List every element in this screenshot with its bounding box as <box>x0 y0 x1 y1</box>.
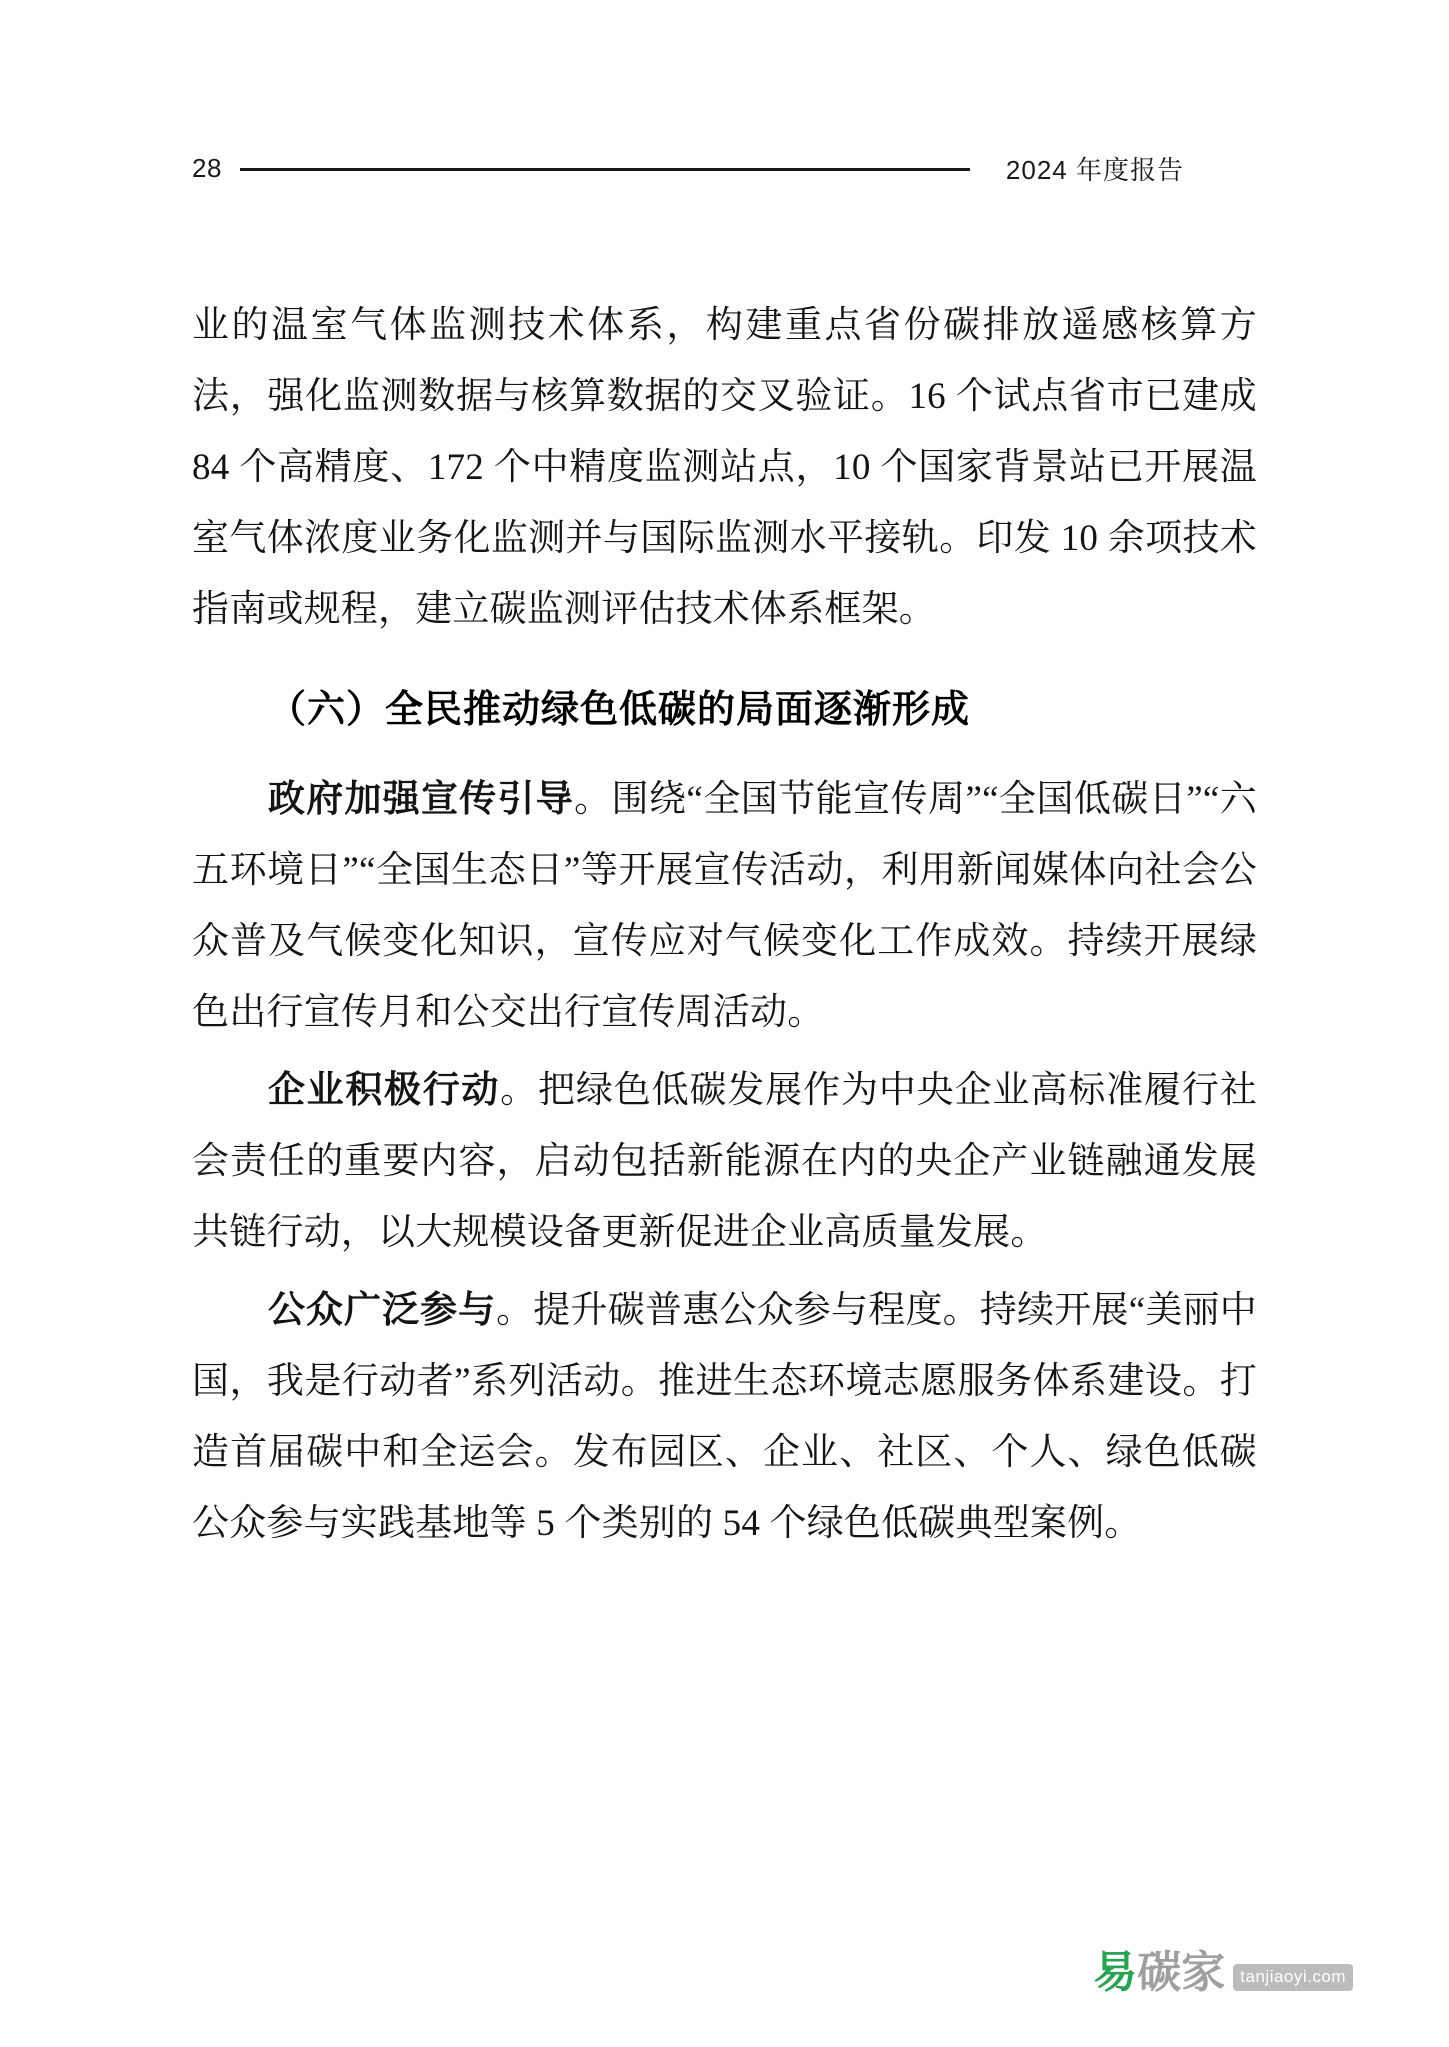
paragraph-government <box>192 763 1257 1048</box>
watermark-domain: tanjiaoyi.com <box>1233 1964 1353 1991</box>
paragraph-block-public <box>192 1274 1257 1559</box>
page-header <box>192 148 1252 188</box>
paragraph-lead-government: 政府加强宣传引导 <box>268 778 575 819</box>
watermark-logo <box>1093 1948 1226 1997</box>
continued-paragraph: 业的温室气体监测技术体系，构建重点省份碳排放遥感核算方法，强化监测数据与核算数据的交叉验证。16 个试点省市已建成 84 个高精度、172 个中精度监测站点，10 个国家背景站已开展温室气体浓度业务化监测并与国际监测水平接轨。印发 10 余项技术指南或规程，建立碳监测评估技术体系框架。 <box>192 305 1257 630</box>
paragraph-text-enterprise: 。把绿色低碳发展作为中央企业高标准履行社会责任的重要内容，启动包括新能源在内的央企产业链融通发展共链行动，以大规模设备更新促进企业高质量发展。 <box>192 1070 1258 1253</box>
paragraph-block-enterprise <box>192 1054 1257 1268</box>
paragraph-enterprise <box>192 1054 1257 1268</box>
header-divider-rule <box>240 168 970 171</box>
watermark-logo-char-1: 易 <box>1093 1948 1138 1997</box>
section-heading: （六）全民推动绿色低碳的局面逐渐形成 <box>268 689 971 731</box>
paragraph-public <box>192 1274 1257 1559</box>
page-number: 28 <box>192 153 222 183</box>
watermark-logo-char-3: 家 <box>1181 1948 1226 1997</box>
watermark <box>1093 1948 1353 1997</box>
paragraph-lead-public: 公众广泛参与 <box>268 1289 497 1330</box>
paragraph-lead-enterprise: 企业积极行动 <box>268 1069 501 1110</box>
paragraph-text-public: 。提升碳普惠公众参与程度。持续开展“美丽中国，我是行动者”系列活动。推进生态环境志愿服务体系建设。打造首届碳中和全运会。发布园区、企业、社区、个人、绿色低碳公众参与实践基地等 5 个类别的 54 个绿色低碳典型案例。 <box>192 1290 1258 1544</box>
paragraph-text-government: 。围绕“全国节能宣传周”“全国低碳日”“六五环境日”“全国生态日”等开展宣传活动，利用新闻媒体向社会公众普及气候变化知识，宣传应对气候变化工作成效。持续开展绿色出行宣传月和公交出行宣传周活动。 <box>192 779 1258 1033</box>
paragraph-block-government <box>192 763 1257 1048</box>
header-title: 2024 年度报告 <box>1005 154 1184 185</box>
page-content <box>192 290 1257 1565</box>
watermark-logo-char-2: 碳 <box>1137 1948 1182 1997</box>
